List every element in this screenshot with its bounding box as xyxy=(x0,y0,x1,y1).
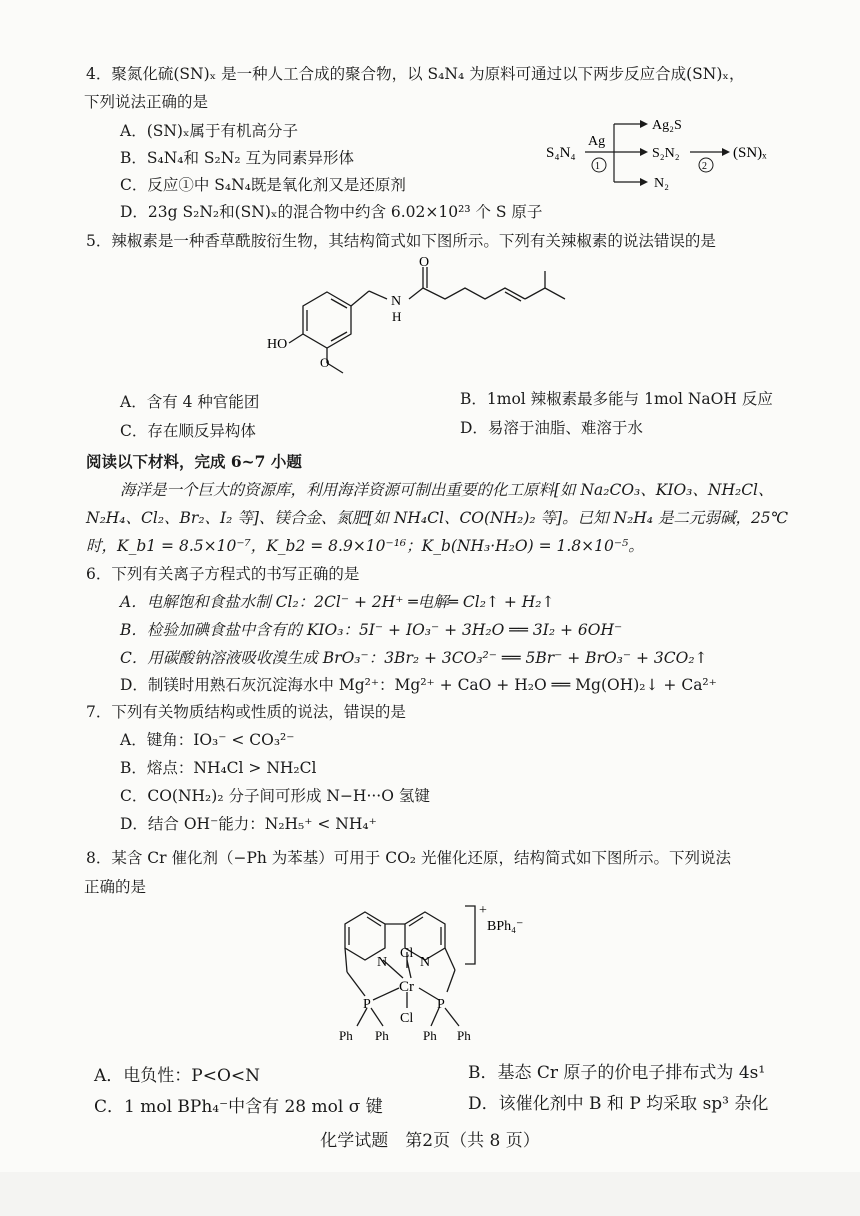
q6-option-b: B．检验加碘食盐中含有的 KIO₃：5I⁻ + IO₃⁻ + 3H₂O ══ 3I₂ + 6OH⁻ xyxy=(120,621,623,639)
q4-stem-line1: 4．聚氮化硫(SN)ₓ 是一种人工合成的聚合物，以 S₄N₄ 为原料可通过以下两步反应合成(SN)ₓ， xyxy=(86,65,745,83)
cr-phosphorus-right: P xyxy=(437,997,445,1012)
cr-phosphorus-left: P xyxy=(363,997,371,1012)
q6-option-c: C．用碳酸钠溶液吸收溴生成 BrO₃⁻：3Br₂ + 3CO₃²⁻ ══ 5Br⁻ + BrO₃⁻ + 3CO₂↑ xyxy=(120,649,708,667)
q4-option-b: B．S₄N₄和 S₂N₂ 互为同素异形体 xyxy=(120,149,354,167)
cr-counter-anion: BPh₄⁻ xyxy=(487,919,524,934)
scheme-product-ag2s: Ag₂S xyxy=(652,118,682,133)
q6-stem: 6．下列有关离子方程式的书写正确的是 xyxy=(86,565,360,583)
q7-option-c: C．CO(NH₂)₂ 分子间可形成 N−H···O 氢键 xyxy=(120,787,430,805)
q5-option-b: B．1mol 辣椒素最多能与 1mol NaOH 反应 xyxy=(460,390,773,408)
scheme-step2: 2 xyxy=(702,161,707,172)
q5-stem: 5．辣椒素是一种香草酰胺衍生物，其结构简式如下图所示。下列有关辣椒素的说法错误的是 xyxy=(86,232,716,250)
reading-title: 阅读以下材料，完成 6~7 小题 xyxy=(86,452,302,471)
cr-phenyl-1: Ph xyxy=(339,1028,353,1043)
q8-option-a: A．电负性：P<O<N xyxy=(94,1066,261,1086)
cr-phenyl-2: Ph xyxy=(375,1028,389,1043)
scheme-product-snx: (SN)ₓ xyxy=(733,145,767,161)
scheme-product-s2n2: S₂N₂ xyxy=(652,146,680,161)
capsaicin-ether-o: O xyxy=(320,355,330,370)
q4-stem-line2: 下列说法正确的是 xyxy=(84,93,209,111)
capsaicin-hydroxyl: HO xyxy=(267,337,288,352)
scheme-reactant: S₄N₄ xyxy=(546,145,576,161)
q5-option-c: C．存在顺反异构体 xyxy=(120,422,256,440)
cr-ligand-n-left: N xyxy=(377,955,388,970)
q5-option-d: D．易溶于油脂、难溶于水 xyxy=(460,419,643,437)
reading-line3: 时，K_b1 = 8.5×10⁻⁷，K_b2 = 8.9×10⁻¹⁶；K_b(NH₃·H₂O) = 1.8×10⁻⁵。 xyxy=(86,537,644,555)
reading-line1: 海洋是一个巨大的资源库，利用海洋资源可制出重要的化工原料[如 Na₂CO₃、KIO₃、NH₂Cl、 xyxy=(120,481,774,499)
capsaicin-amide-n: N xyxy=(391,294,402,309)
q7-option-b: B．熔点：NH₄Cl > NH₂Cl xyxy=(120,759,317,777)
q8-option-c: C．1 mol BPh₄⁻中含有 28 mol σ 键 xyxy=(94,1097,383,1117)
capsaicin-amide-h: H xyxy=(392,309,402,324)
scheme-reagent: Ag xyxy=(588,134,606,149)
q5-option-a: A．含有 4 种官能团 xyxy=(120,393,260,411)
scheme-step1: 1 xyxy=(595,161,600,172)
scheme-product-n2: N₂ xyxy=(654,176,669,191)
q8-option-b: B．基态 Cr 原子的价电子排布式为 4s¹ xyxy=(468,1063,766,1083)
q4-reaction-scheme xyxy=(540,112,780,196)
q6-option-a: A．电解饱和食盐水制 Cl₂：2Cl⁻ + 2H⁺ ═电解═ Cl₂↑ + H₂↑ xyxy=(120,593,555,611)
cr-phenyl-4: Ph xyxy=(457,1028,471,1043)
cr-metal-center: Cr xyxy=(399,979,414,995)
q7-stem: 7．下列有关物质结构或性质的说法，错误的是 xyxy=(86,703,406,721)
capsaicin-carbonyl-o: O xyxy=(419,255,430,270)
q8-option-d: D．该催化剂中 B 和 P 均采取 sp³ 杂化 xyxy=(468,1094,769,1114)
capsaicin-structure xyxy=(255,255,585,380)
cr-charge: + xyxy=(479,903,487,918)
q4-option-c: C．反应①中 S₄N₄既是氧化剂又是还原剂 xyxy=(120,176,406,194)
q6-option-d: D．制镁时用熟石灰沉淀海水中 Mg²⁺：Mg²⁺ + CaO + H₂O ══ Mg(OH)₂↓ + Ca²⁺ xyxy=(120,676,717,694)
cr-chloride-top: Cl xyxy=(400,946,414,961)
q8-stem-line2: 正确的是 xyxy=(84,878,147,896)
cr-phenyl-3: Ph xyxy=(423,1028,437,1043)
cr-ligand-n-right: N xyxy=(420,955,431,970)
q4-option-a: A．(SN)ₓ属于有机高分子 xyxy=(120,122,299,140)
q4-option-d: D．23g S₂N₂和(SN)ₓ的混合物中约含 6.02×10²³ 个 S 原子 xyxy=(120,203,543,221)
cr-catalyst-structure xyxy=(325,900,585,1050)
q8-stem-line1: 8．某含 Cr 催化剂（−Ph 为苯基）可用于 CO₂ 光催化还原，结构简式如下图所示。下列说法 xyxy=(86,849,731,867)
q7-option-d: D．结合 OH⁻能力：N₂H₅⁺ < NH₄⁺ xyxy=(120,815,377,833)
cr-chloride-bottom: Cl xyxy=(400,1011,414,1026)
reading-line2: N₂H₄、Cl₂、Br₂、I₂ 等]、镁合金、氮肥[如 NH₄Cl、CO(NH₂)₂ 等]。已知 N₂H₄ 是二元弱碱，25℃ xyxy=(86,509,789,527)
q7-option-a: A．键角：IO₃⁻ < CO₃²⁻ xyxy=(120,731,295,749)
page-footer: 化学试题 第2页（共 8 页） xyxy=(320,1131,540,1151)
